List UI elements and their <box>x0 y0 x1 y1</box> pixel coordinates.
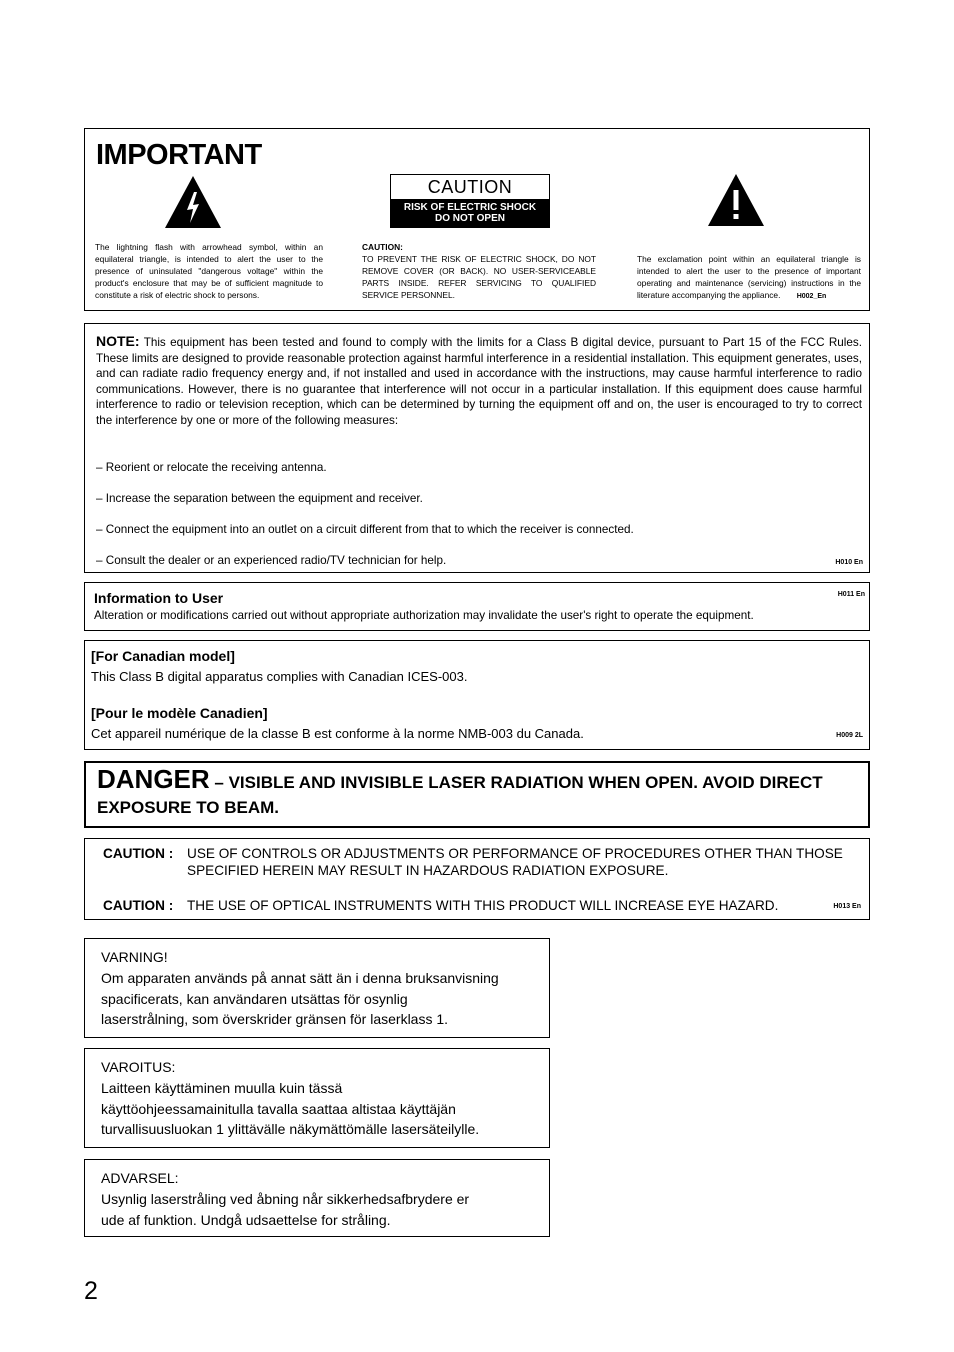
varning-text <box>101 947 499 1030</box>
caution-label-line2: DO NOT OPEN <box>434 213 505 224</box>
fcc-note-box <box>84 323 870 573</box>
advarsel-line: ude af funktion. Undgå udsaettelse for stråling. <box>101 1211 391 1228</box>
important-box <box>84 128 870 311</box>
caution-label-line1: RISK OF ELECTRIC SHOCK <box>403 202 537 213</box>
information-to-user-box <box>84 582 870 631</box>
list-item: – Reorient or relocate the receiving antenna. <box>96 461 327 474</box>
exclamation-text: The exclamation point within an equilateral triangle is intended to alert the user to the presence of important operating and maintenance (servicing) instructions in the literature accompanying the appliance. <box>637 254 861 300</box>
varning-line: laserstrålning, som överskrider gränsen för laserklass 1. <box>101 1011 449 1028</box>
varoitus-line: turvallisuusluokan 1 ylittävälle näkymättömälle lasersäteilylle. <box>101 1121 480 1138</box>
caution-label-2: CAUTION : <box>103 898 174 913</box>
varning-heading: VARNING! <box>101 949 168 965</box>
danger-word: DANGER <box>97 764 210 794</box>
caution-text: TO PREVENT THE RISK OF ELECTRIC SHOCK, DO NOT REMOVE COVER (OR BACK). NO USER-SERVICEABLE PARTS INSIDE. REFER SERVICING TO QUALIFIED SERVICE PERSONNEL. <box>362 254 596 300</box>
advarsel-heading: ADVARSEL: <box>101 1170 179 1186</box>
advarsel-line: Usynlig laserstråling ved åbning når sikkerhedsafbrydere er <box>101 1190 470 1207</box>
caution-text-1: USE OF CONTROLS OR ADJUSTMENTS OR PERFORMANCE OF PROCEDURES OTHER THAN THOSE SPECIFIED HEREIN MAY RESULT IN HAZARDOUS RADIATION EXPOSURE. <box>187 846 843 878</box>
caution-label-band <box>391 199 549 227</box>
exclamation-explanation <box>637 253 861 303</box>
important-code: H002_En <box>796 293 827 300</box>
caution-code: H013 En <box>833 903 861 910</box>
caution-text-2: THE USE OF OPTICAL INSTRUMENTS WITH THIS PRODUCT WILL INCREASE EYE HAZARD. <box>187 898 779 913</box>
page-number: 2 <box>84 1277 98 1305</box>
varoitus-box <box>84 1048 550 1148</box>
varning-line: spacificerats, kan användaren utsättas för osynlig <box>101 990 408 1007</box>
varoitus-text <box>101 1057 479 1140</box>
note-label: NOTE: <box>96 333 140 349</box>
danger-box <box>84 761 870 828</box>
info-heading: Information to User <box>94 590 224 606</box>
danger-text: – VISIBLE AND INVISIBLE LASER RADIATION WHEN OPEN. AVOID DIRECT EXPOSURE TO BEAM. <box>97 773 823 817</box>
info-code: H011 En <box>837 591 865 598</box>
note-text: This equipment has been tested and found to comply with the limits for a Class B digital device, pursuant to Part 15 of the FCC Rules. These limits are designed to provide reasonable protection against harmful interference in a residential installation. This equipment generates, uses, and can radiate radio frequency energy and, if not installed and used in accordance with the instructions, may cause harmful interference to radio communications. However, there is no guarantee that interference will not occur in a particular installation. If this equipment does cause harmful interference to radio or television reception, which can be determined by turning the equipment off and on, the user is encouraged to try to correct the interference by one or more of the following measures: <box>96 336 862 427</box>
canada-text-fr: Cet appareil numérique de la classe B est conforme à la norme NMB-003 du Canada. <box>91 726 584 741</box>
canada-heading-en: [For Canadian model] <box>91 648 235 664</box>
caution-label-top: CAUTION <box>427 177 513 197</box>
note-paragraph <box>96 334 862 429</box>
advarsel-box <box>84 1159 550 1237</box>
varoitus-line: Laitteen käyttäminen muulla kuin tässä <box>101 1079 343 1096</box>
info-text: Alteration or modifications carried out without appropriate authorization may invalidate the user's right to operate the equipment. <box>94 609 754 622</box>
list-item: – Connect the equipment into an outlet on a circuit different from that to which the receiver is connected. <box>96 523 634 536</box>
caution-heading: CAUTION: <box>362 242 403 252</box>
laser-caution-box <box>84 838 870 920</box>
varning-box <box>84 938 550 1038</box>
note-code: H010 En <box>835 559 863 566</box>
exclamation-warning-icon <box>706 172 766 228</box>
caution-explanation <box>362 241 596 301</box>
list-item: – Increase the separation between the equipment and receiver. <box>96 492 423 505</box>
varoitus-heading: VAROITUS: <box>101 1059 176 1075</box>
canada-code: H009 2L <box>836 732 863 739</box>
canadian-model-box <box>84 640 870 750</box>
important-title: IMPORTANT <box>96 139 262 171</box>
advarsel-text <box>101 1168 469 1230</box>
danger-text-block <box>97 764 867 820</box>
lightning-warning-icon <box>163 174 223 230</box>
list-item: – Consult the dealer or an experienced radio/TV technician for help. <box>96 554 447 567</box>
canada-heading-fr: [Pour le modèle Canadien] <box>91 705 268 721</box>
caution-label <box>390 174 550 228</box>
varoitus-line: käyttöohjeessamainitulla tavalla saattaa altistaa käyttäjän <box>101 1100 456 1117</box>
canada-text-en: This Class B digital apparatus complies with Canadian ICES-003. <box>91 669 468 684</box>
varning-line: Om apparaten används på annat sätt än i denna bruksanvisning <box>101 969 499 986</box>
caution-label-1: CAUTION : <box>103 846 174 861</box>
lightning-explanation: The lightning flash with arrowhead symbol, within an equilateral triangle, is intended to alert the user to the presence of uninsulated "dangerous voltage" within the product's enclosure that may be of sufficient magnitude to constitute a risk of electric shock to persons. <box>95 242 323 300</box>
